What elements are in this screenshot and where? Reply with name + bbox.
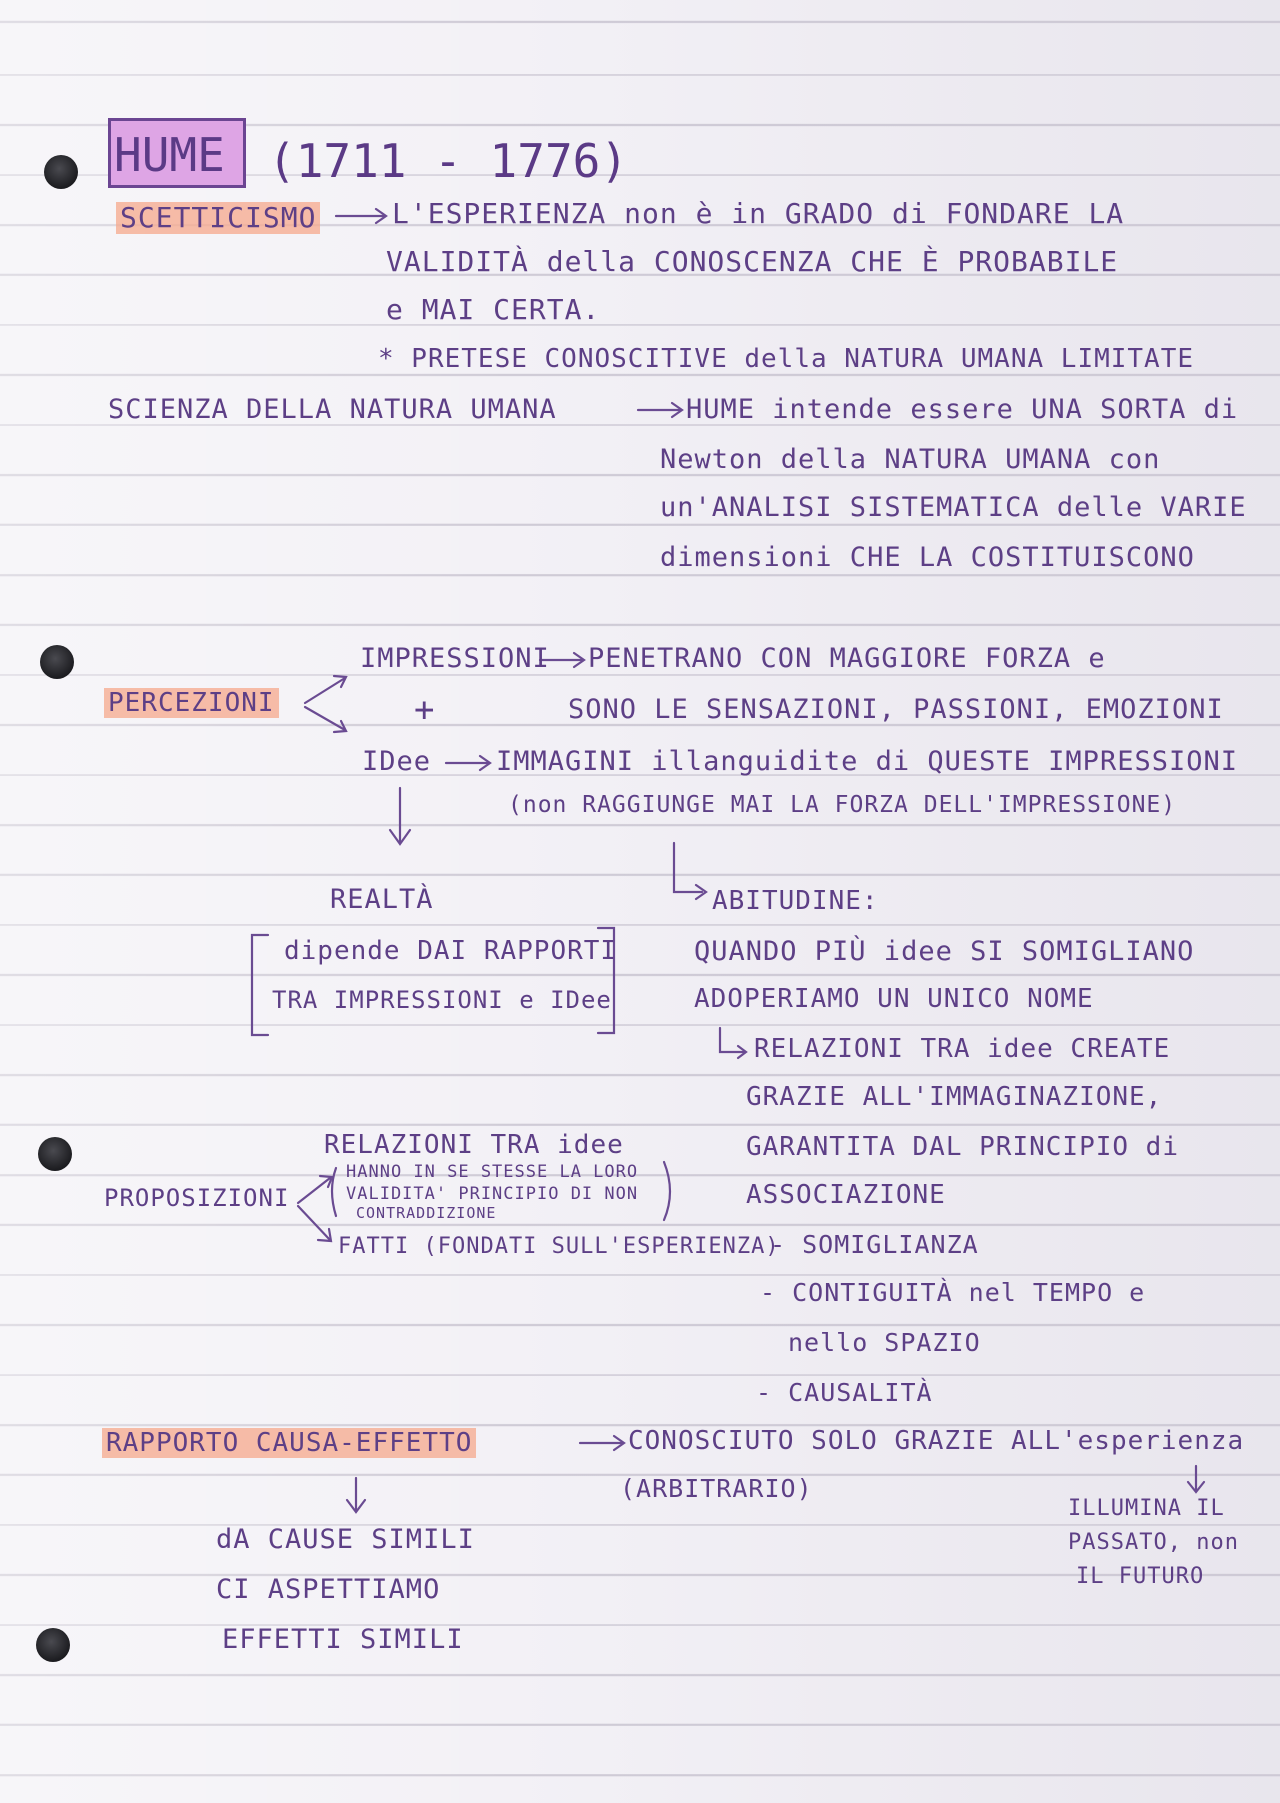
causa-left-3: EFFETTI SIMILI — [222, 1624, 464, 1655]
scienza-line-2: Newton della NATURA UMANA con — [660, 444, 1161, 475]
causa-right-1: ILLUMINA IL — [1068, 1496, 1225, 1521]
impressioni-desc-2: SONO LE SENSAZIONI, PASSIONI, EMOZIONI — [568, 694, 1224, 725]
arbitrario-note: (ARBITRARIO) — [620, 1474, 813, 1503]
page-title: HUME — [114, 128, 225, 182]
scetticismo-line-1: L'ESPERIENZA non è in GRADO di FONDARE LA — [392, 197, 1125, 230]
relazioni-note-1: HANNO IN SE STESSE LA LORO — [346, 1162, 639, 1182]
idee-desc-1: IMMAGINI illanguidite di QUESTE IMPRESSIONI — [496, 746, 1238, 777]
scetticismo-line-3: e MAI CERTA. — [386, 293, 601, 326]
scienza-line-3: un'ANALISI SISTEMATICA delle VARIE — [660, 492, 1247, 523]
relazioni-note-2: VALIDITA' PRINCIPIO DI NON — [346, 1184, 639, 1204]
relazioni-tra-idee-label: RELAZIONI TRA idee — [324, 1130, 624, 1160]
scienza-line-1: HUME intende essere UNA SORTA di — [686, 394, 1239, 425]
impressioni-desc-1: PENETRANO CON MAGGIORE FORZA e — [588, 643, 1106, 674]
abitudine-line-6: ASSOCIAZIONE — [746, 1180, 946, 1210]
percezioni-label: PERCEZIONI — [104, 688, 279, 718]
proposizioni-label: PROPOSIZIONI — [104, 1184, 290, 1212]
associazione-item: - CAUSALITÀ — [756, 1378, 933, 1407]
abitudine-line-1: QUANDO PIÙ idee SI SOMIGLIANO — [694, 936, 1195, 967]
scetticismo-line-2: VALIDITÀ della CONOSCENZA CHE È PROBABILE — [386, 245, 1119, 278]
causa-effetto-label: RAPPORTO CAUSA-EFFETTO — [102, 1428, 476, 1458]
causa-left-2: CI ASPETTIAMO — [216, 1574, 441, 1605]
scetticismo-line-4: * PRETESE CONOSCITIVE della NATURA UMANA LIMITATE — [378, 344, 1195, 374]
realta-line-1: dipende DAI RAPPORTI — [284, 936, 618, 966]
associazione-item: - CONTIGUITÀ nel TEMPO e — [760, 1278, 1146, 1307]
idee-label: IDee — [362, 746, 432, 777]
associazione-item: - SOMIGLIANZA — [770, 1230, 979, 1259]
scienza-label: SCIENZA DELLA NATURA UMANA — [108, 394, 557, 425]
abitudine-line-5: GARANTITA DAL PRINCIPIO di — [746, 1132, 1179, 1162]
causa-right-2: PASSATO, non — [1068, 1530, 1239, 1555]
causa-left-1: dA CAUSE SIMILI — [216, 1524, 475, 1555]
abitudine-line-2: ADOPERIAMO UN UNICO NOME — [694, 984, 1094, 1014]
realta-label: REALTÀ — [330, 884, 434, 915]
scetticismo-label: SCETTICISMO — [116, 202, 320, 234]
abitudine-label: ABITUDINE: — [712, 886, 879, 916]
associazione-item: nello SPAZIO — [788, 1328, 981, 1357]
percezioni-plus: + — [414, 690, 436, 730]
causa-effetto-desc: CONOSCIUTO SOLO GRAZIE ALL'esperienza — [628, 1426, 1245, 1456]
causa-right-3: IL FUTURO — [1076, 1564, 1205, 1589]
relazioni-note-3: CONTRADDIZIONE — [356, 1204, 497, 1222]
idee-desc-2: (non RAGGIUNGE MAI LA FORZA DELL'IMPRESSIONE) — [508, 792, 1177, 818]
abitudine-line-4: GRAZIE ALL'IMMAGINAZIONE, — [746, 1082, 1163, 1112]
fatti-label: FATTI (FONDATI SULL'ESPERIENZA) — [338, 1234, 780, 1259]
abitudine-line-3: RELAZIONI TRA idee CREATE — [754, 1034, 1171, 1064]
title-years: (1711 - 1776) — [268, 134, 629, 188]
realta-line-2: TRA IMPRESSIONI e IDee — [272, 986, 612, 1014]
scienza-line-4: dimensioni CHE LA COSTITUISCONO — [660, 542, 1195, 573]
impressioni-label: IMPRESSIONI — [360, 643, 550, 674]
